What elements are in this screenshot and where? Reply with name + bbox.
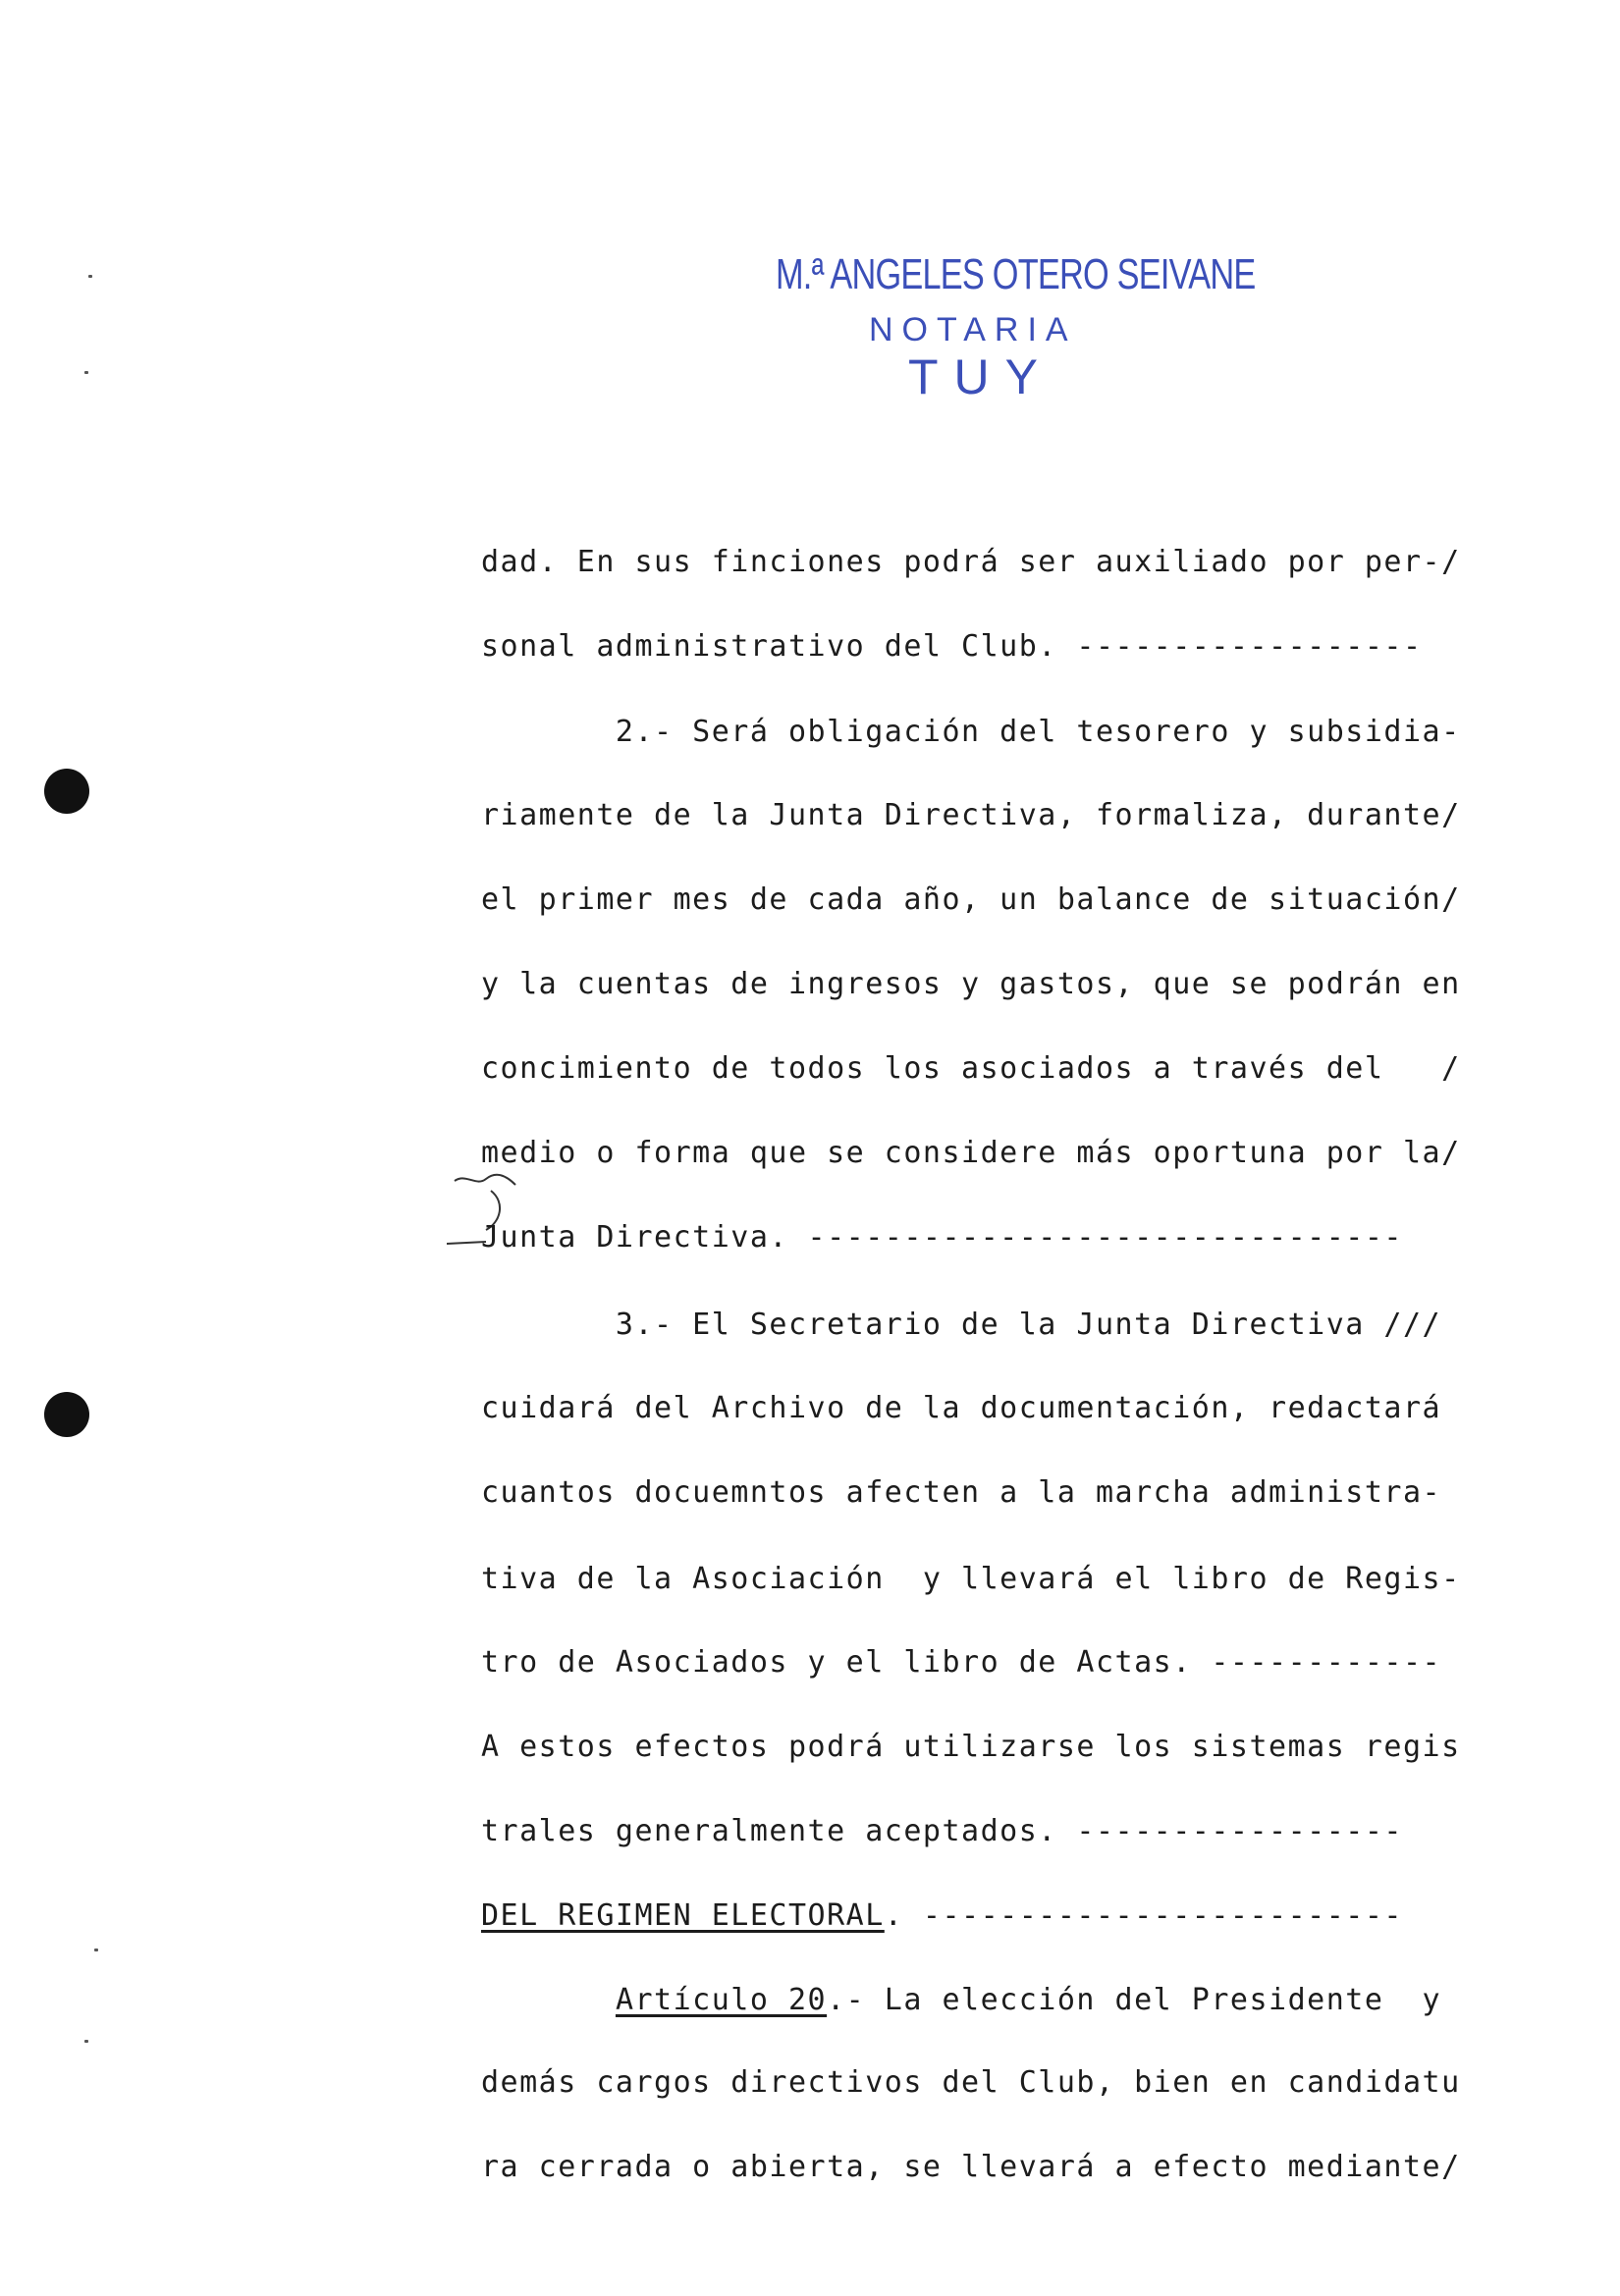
text-line: tro de Asociados y el libro de Actas. ------------ [481,1645,1442,1680]
section-heading: DEL REGIMEN ELECTORAL [481,1898,885,1933]
margin-speck [94,1949,98,1951]
text-line: cuidará del Archivo de la documentación, redactará [481,1391,1442,1425]
section-heading-rest: . ------------------------- [884,1898,1403,1933]
text-line: riamente de la Junta Directiva, formaliza, durante/ [481,798,1461,832]
stamp-city: TUY [908,349,1053,404]
article-line [481,1976,1502,2025]
article-rest: .- La elección del Presidente y [827,1983,1442,2017]
text-line: Junta Directiva. ------------------------------- [481,1220,1403,1255]
text-line: tiva de la Asociación y llevará el libro de Regis- [481,1562,1461,1596]
punch-hole-top [44,769,89,814]
text-line: demás cargos directivos del Club, bien en candidatu [481,2065,1461,2100]
text-line: trales generalmente aceptados. ----------------- [481,1814,1403,1848]
section-heading-line [481,1892,1502,1941]
text-line: el primer mes de cada año, un balance de situación/ [481,882,1461,917]
article-title: Artículo 20 [615,1983,828,2017]
text-line: 2.- Será obligación del tesorero y subsidia- [481,715,1461,749]
text-line: A estos efectos podrá utilizarse los sistemas regis [481,1730,1461,1764]
margin-speck [84,2040,88,2043]
text-line: sonal administrativo del Club. ------------------ [481,629,1423,664]
text-line: y la cuentas de ingresos y gastos, que se podrán en [481,967,1461,1001]
stamp-notary-name: M.ª ANGELES OTERO SEIVANE [776,250,1256,298]
text-line: medio o forma que se considere más oportuna por la/ [481,1136,1461,1170]
stamp-title: NOTARIA [869,311,1077,348]
indent [481,1983,616,2017]
text-line: 3.- El Secretario de la Junta Directiva /// [481,1308,1442,1342]
punch-hole-bottom [44,1392,89,1437]
text-line: cuantos docuemntos afecten a la marcha administra- [481,1475,1442,1510]
margin-speck [84,371,88,374]
text-line: ra cerrada o abierta, se llevará a efecto mediante/ [481,2150,1461,2184]
text-line: concimiento de todos los asociados a través del / [481,1051,1461,1086]
margin-speck [88,275,92,278]
text-line: dad. En sus finciones podrá ser auxiliado por per-/ [481,545,1461,579]
